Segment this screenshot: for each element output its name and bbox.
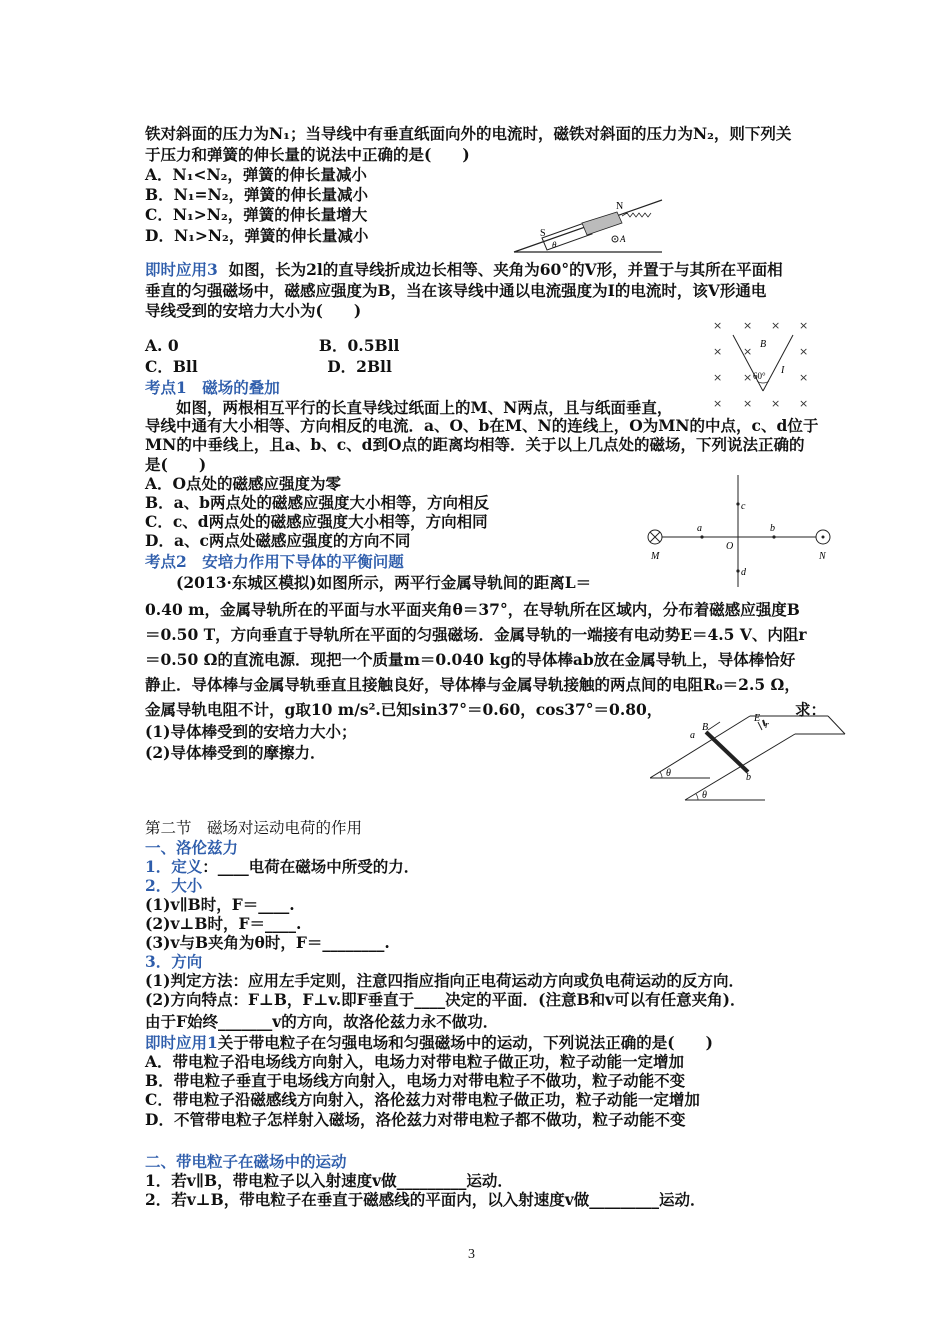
label-r: r [765, 720, 769, 731]
label-A: A [620, 234, 626, 244]
text-line: B．带电粒子垂直于电场线方向射入，电场力对带电粒子不做功，粒子动能不变 [145, 1071, 686, 1090]
text-line: (3)v与B夹角为θ时，F＝________. [145, 933, 390, 952]
svg-text:×: × [799, 319, 809, 332]
text-line: (2)导体棒受到的摩擦力． [145, 743, 326, 762]
text-line: (2)方向特点：F⊥B，F⊥v.即F垂直于____决定的平面．(注意B和v可以有任意夹角)． [145, 990, 746, 1009]
text-line: 二、带电粒子在磁场中的运动 [145, 1152, 347, 1171]
label-a: a [690, 730, 695, 741]
svg-text:×: × [743, 345, 753, 358]
text-line: C．带电粒子沿磁感线方向射入，洛伦兹力对带电粒子做正功，粒子动能一定增加 [145, 1090, 700, 1109]
svg-text:×: × [771, 397, 781, 410]
label-60: 60° [753, 371, 766, 381]
text-line: 一、洛伦兹力 [145, 838, 239, 857]
text-line: 是( ) [145, 455, 207, 474]
label-N: N [819, 551, 826, 562]
text-line: B．a、b两点处的磁感应强度大小相等，方向相反 [145, 493, 489, 512]
label-d: d [741, 567, 746, 578]
svg-text:×: × [743, 371, 753, 384]
svg-text:×: × [743, 319, 753, 332]
text-line: 1．若v∥B，带电粒子以入射速度v做_________运动． [145, 1171, 513, 1190]
svg-text:×: × [771, 319, 781, 332]
page-number: 3 [468, 1247, 475, 1262]
text-line: 考点1 磁场的叠加 [145, 378, 280, 397]
text-line: 金属导轨电阻不计，g取10 m/s².已知sin37°＝0.60，cos37°＝0.80， [145, 700, 663, 719]
text-line: D．不管带电粒子怎样射入磁场，洛伦兹力对带电粒子都不做功，粒子动能不变 [145, 1110, 686, 1129]
label-b: b [770, 523, 775, 534]
svg-text:×: × [799, 397, 809, 410]
text-line: (2013·东城区模拟)如图所示，两平行金属导轨间的距离L＝ [145, 573, 592, 592]
text-line: 2．大小 [145, 876, 203, 895]
magnet-incline-figure [512, 192, 672, 254]
text-line: A. 0 B．0.5Bll [145, 336, 400, 355]
text-line: B．N₁=N₂，弹簧的伸长量减小 [145, 185, 369, 204]
v-shape-figure [705, 315, 820, 415]
text-line: D．N₁>N₂，弹簧的伸长量减小 [145, 226, 369, 245]
text-line: 导线中通有大小相等、方向相反的电流．a、O、b在M、N的连线上，O为MN的中点，c、d位于 [145, 416, 819, 435]
text-line: D．a、c两点处磁感应强度的方向不同 [145, 531, 411, 550]
label-B: B [702, 722, 709, 733]
text-line: C．Bll D．2Bll [145, 357, 392, 376]
text-line: ＝0.50 Ω的直流电源．现把一个质量m＝0.040 kg的导体棒ab放在金属导轨上，导体棒恰好 [145, 650, 796, 669]
text-line: 铁对斜面的压力为N₁；当导线中有垂直纸面向外的电流时，磁铁对斜面的压力为N₂，则下列关 [145, 124, 792, 143]
text-line: 即时应用1关于带电粒子在匀强电场和匀强磁场中的运动，下列说法正确的是( ) [145, 1033, 713, 1052]
text-line: 3．方向 [145, 952, 203, 971]
svg-text:×: × [799, 371, 809, 384]
svg-text:×: × [713, 319, 723, 332]
inclined-rails-figure [650, 712, 850, 802]
label-a: a [697, 523, 702, 534]
label-N: N [616, 201, 624, 212]
text-line: A．带电粒子沿电场线方向射入，电场力对带电粒子做正功，粒子动能一定增加 [145, 1052, 685, 1071]
text-line: 垂直的匀强磁场中，磁感应强度为B，当在该导线中通以电流强度为I的电流时，该V形通电 [145, 281, 767, 300]
text-line: (2)v⊥B时，F＝____. [145, 914, 302, 933]
text-line: 1．定义：____电荷在磁场中所受的力． [145, 857, 420, 876]
text-line: 考点2 安培力作用下导体的平衡问题 [145, 552, 404, 571]
text-line: C．c、d两点处的磁感应强度大小相等，方向相同 [145, 512, 488, 531]
text-line: 0.40 m，金属导轨所在的平面与水平面夹角θ＝37°，在导轨所在区域内，分布着磁感应强度B [145, 600, 800, 619]
label-S: S [540, 228, 546, 239]
label-M: M [651, 551, 660, 562]
label-theta: θ [552, 240, 557, 250]
text-line: ＝0.50 T，方向垂直于导轨所在平面的匀强磁场．金属导轨的一端接有电动势E＝4.5 V、内阻r [145, 625, 807, 644]
label-O: O [726, 541, 734, 552]
svg-text:×: × [713, 397, 723, 410]
svg-text:×: × [743, 397, 753, 410]
text-line: A．O点处的磁感应强度为零 [145, 474, 342, 493]
label-I: I [781, 365, 785, 376]
text-line: (1)导体棒受到的安培力大小； [145, 722, 357, 741]
label-B: B [760, 339, 767, 350]
text-line: 静止．导体棒与金属导轨垂直且接触良好，导体棒与金属导轨接触的两点间的电阻R₀＝2.5 Ω， [145, 675, 800, 694]
label-E: E [754, 713, 761, 724]
label-theta-2: θ [702, 790, 707, 801]
text-line: 导线受到的安培力大小为( ) [145, 301, 362, 320]
qiu-text: 求： [795, 700, 827, 719]
text-line: 于压力和弹簧的伸长量的说法中正确的是( ) [145, 145, 470, 164]
text-line: 由于F始终_______v的方向，故洛伦兹力永不做功． [145, 1012, 499, 1031]
text-line: MN的中垂线上，且a、b、c、d到O点的距离均相等．关于以上几点处的磁场，下列说法正确的 [145, 435, 805, 454]
svg-text:×: × [799, 345, 809, 358]
svg-text:×: × [713, 345, 723, 358]
text-line: (1)判定方法：应用左手定则，注意四指应指向正电荷运动方向或负电荷运动的反方向． [145, 971, 744, 990]
text-line: 2．若v⊥B，带电粒子在垂直于磁感线的平面内，以入射速度v做_________运动． [145, 1190, 706, 1209]
text-line: 如图，两根相互平行的长直导线过纸面上的M、N两点，且与纸面垂直， [145, 398, 673, 417]
text-line: (1)v∥B时，F＝____. [145, 895, 295, 914]
text-line: A．N₁<N₂，弹簧的伸长量减小 [145, 165, 367, 184]
mn-wires-figure [640, 475, 840, 587]
text-line: 第二节 磁场对运动电荷的作用 [145, 819, 363, 837]
label-c: c [741, 501, 746, 512]
label-b: b [746, 772, 751, 783]
text-line: 即时应用3 如图，长为2l的直导线折成边长相等、夹角为60°的V形，并置于与其所在平面相 [145, 260, 783, 279]
text-line: C．N₁>N₂，弹簧的伸长量增大 [145, 205, 368, 224]
svg-text:×: × [713, 371, 723, 384]
label-theta-1: θ [666, 768, 671, 779]
